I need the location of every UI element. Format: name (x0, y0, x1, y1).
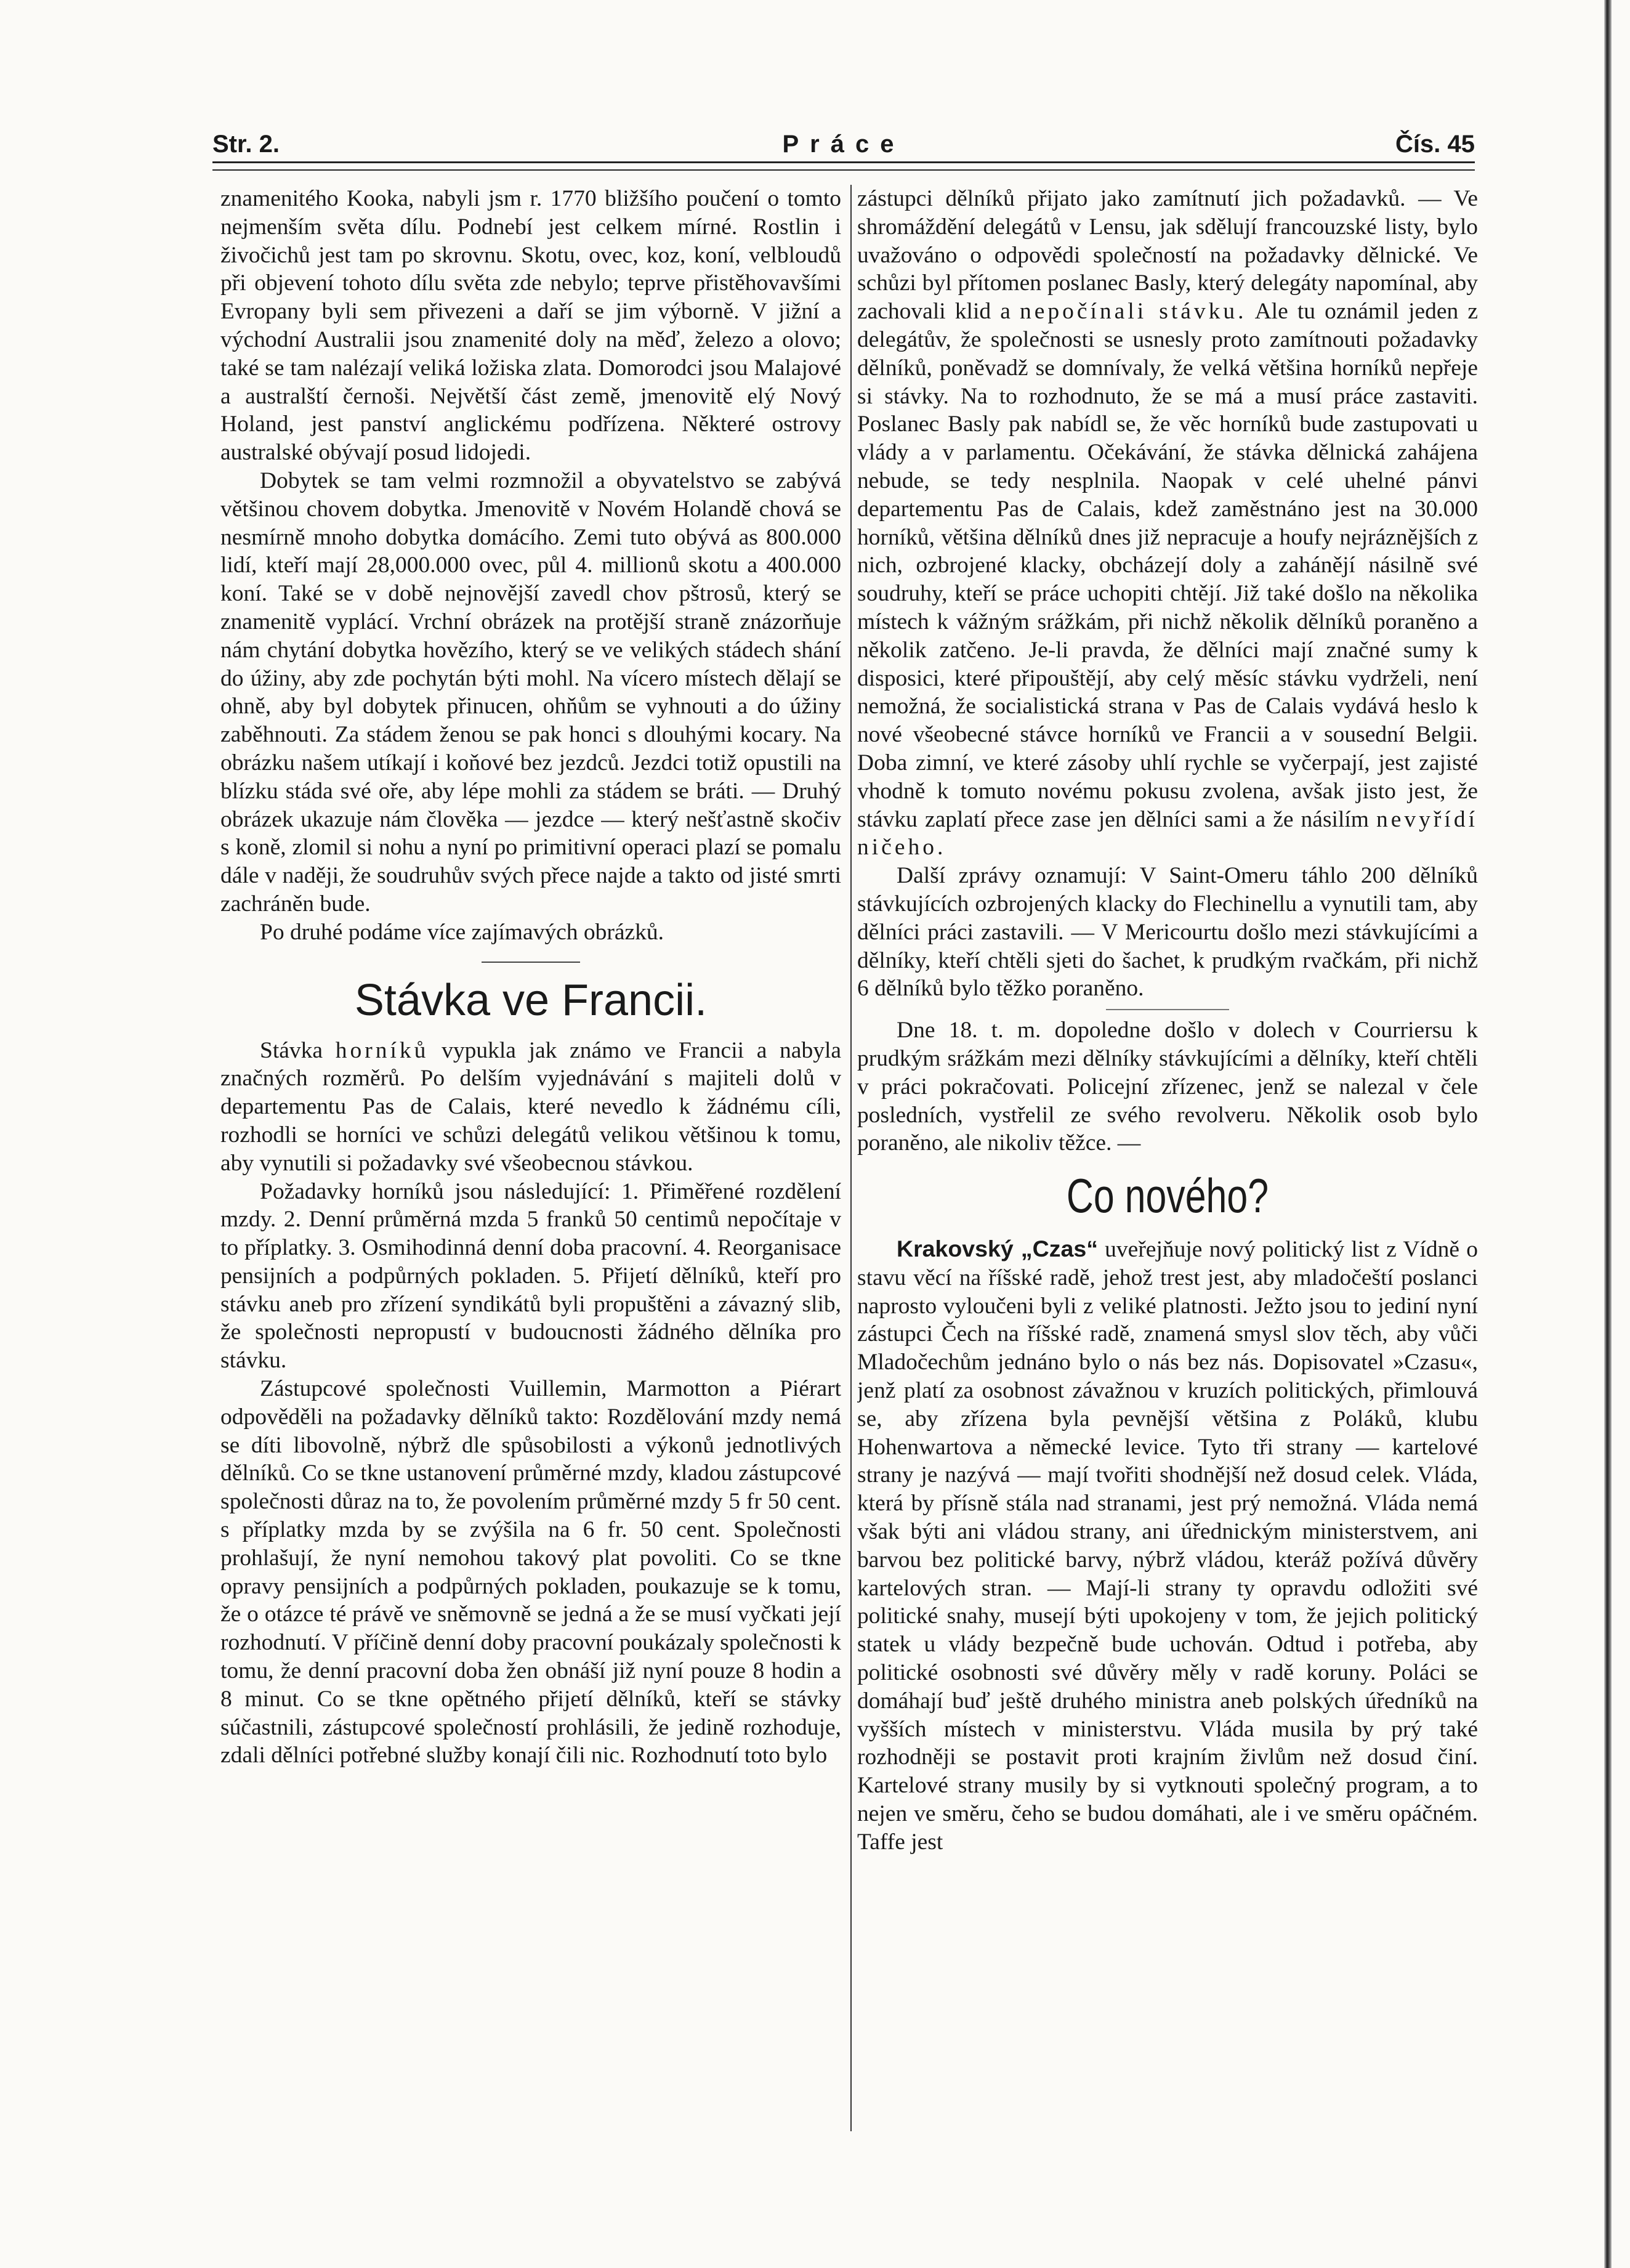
page-header (212, 131, 1475, 159)
left-column (220, 185, 841, 2131)
right-column (857, 185, 1478, 2131)
strike-cont-spaced-a: nepočínali stávku. (1019, 299, 1247, 325)
strike-spaced-word: horníků (335, 1037, 429, 1063)
section-title-news: Co nového? (1066, 1168, 1269, 1223)
article-strike-cont-p3: Dne 18. t. m. dopoledne došlo v dolech v Courriersu k prudkým srážkám mezi dělníky stávkujícími a dělníky, kteří chtěli v práci pokračovati. Policejní zřízenec, jenž se nalezal v čele posledních, vystřelil ze svého revolveru. Několik osob bylo poraněno, ale nikoliv těžce. — (857, 1018, 1478, 1156)
strike-text: vypukla jak známo ve Francii a nabyla značných rozměrů. Po delším vyjednávání s majiteli dolů v departementu Pas de Calais, které nevedlo k žádnému cíli, rozhodli se horníci ve schůzi delegátů velikou většinou k tomu, aby vynutili si požadavky své všeobecnou stávkou. (220, 1037, 841, 1176)
article-title-strike: Stávka ve Francii. (354, 975, 708, 1025)
strike-cont-text-a: zástupci dělníků přijato jako zamítnutí jich požadavků. — Ve shromáždění delegátů v Lensu, jak sdělují francouzské listy, bylo uvažováno o odpovědi společností na požadavky dělnické. Ve schůzi byl přítomen poslanec Basly, který delegáty napomínal, aby zachovali klid a (857, 186, 1478, 325)
news-text: uveřejňuje nový politický list z Vídně o stavu věcí na říšské radě, jehož trest jest, aby mladočeští poslanci naprosto vyloučeni byli z veliké platnosti. Ježto jsou to jediní nyní zástupci Čech na říšské radě, znamená smysl slov těch, aby vůči Mladočechům jednáno bylo o nás bez nás. Dopisovatel »Czasu«, jenž platí za osobnost závažnou v kruzích politických, přimlouvá se, aby zřízena byla pevnější většina z Poláků, klubu Hohenwartova a německé levice. Tyto tři strany — kartelové strany je nazývá — mají tvořiti shodnější než dosud celek. Vláda, která by přísně stála nad stranami, jest prý nemožná. Vláda nemá však býti ani vládou strany, ani úřednickým ministerstvem, ani barvou bez politické barvy, nýbrž vládou, kteráž požívá důvěry kartelových stran. — Mají-li strany ty opravdu odložiti své politické snahy, musejí býti upokojeny v tom, že jejich politický statek u vlády bezpečně bude uchován. Odtud i potřeba, aby politické osobnosti své důvěry měly v radě koruny. Poláci se domáhají buď ještě druhého ministra aneb polských úředníků na vyšších místech v ministerstvu. Vláda musila by prý také rozhodněji se postavit proti krajním živlům než dosud činí. Kartelové strany musily by si vytknouti společný program, a to nejen ve směru, čeho se budou domáhati, ale i ve směru opáčném. Taffe jest (857, 1237, 1478, 1855)
header-rule (212, 161, 1475, 171)
scan-edge (1604, 0, 1612, 2268)
issue-number: Čís. 45 (1395, 131, 1475, 158)
article-strike-p1 (220, 1037, 841, 1178)
section-separator (482, 962, 580, 963)
article-strike-cont-p2: Další zprávy oznamují: V Saint-Omeru táhlo 200 dělníků stávkujících ozbrojených klacky do Flechinellu a vynutili tam, aby dělníci práci zastavili. — V Mericourtu došlo mezi stávkujícími a dělníky, kteří chtěli sjeti do šachet, k prudkým rvačkám, při nichž 6 dělníků bylo těžko poraněno. (857, 863, 1478, 1002)
page-number: Str. 2. (212, 131, 280, 158)
news-lead-bold: Krakovský „Czas“ (897, 1236, 1098, 1262)
strike-cont-spaced-b: nevyřídí ničeho. (857, 806, 1478, 861)
strike-lead: Stávka (260, 1037, 323, 1063)
article-australia-p3: Po druhé podáme více zajímavých obrázků. (260, 919, 664, 945)
article-strike-p2: Požadavky horníků jsou následující: 1. Přiměřené rozdělení mzdy. 2. Denní průměrná mzda 5 franků 50 centimů nepočítaje v to příplatky. 3. Osmihodinná denní doba pracovní. 4. Reorganisace pensijních a podpůrných pokladen. 5. Přijetí dělníků, kteří pro stávku aneb pro zřízení syndikátů byli propuštěni a závazný slib, že společnosti nepropustí v budoucnosti žádného dělníka pro stávku. (220, 1178, 841, 1374)
paper-title: Práce (782, 131, 905, 158)
article-australia-p2: Dobytek se tam velmi rozmnožil a obyvatelstvo se zabývá většinou chovem dobytka. Jmenovitě v Novém Holandě chová se nesmírně mnoho dobytka domácího. Zemi tuto obývá as 800.000 lidí, kteří mají 28,000.000 ovec, půl 4. millionů skotu a 400.000 koní. Také se v době nejnovější zavedl chov pštrosů, který se znamenitě vyplácí. Vrchní obrázek na protější straně znázorňuje nám chytání dobytka hovězího, který se ve velikých stádech shání do úžiny, aby zde pochytán býti mohl. Na vícero místech dělají se ohně, aby byl dobytek přinucen, ohňům se vyhnouti a do úžiny zaběhnouti. Za stádem ženou se pak honci s dlouhými kocary. Na obrázku našem utíkají i koňové bez jezdců. Jezdci totiž opustili na blízku stáda své oře, aby lépe mohli za stádem se bráti. — Druhý obrázek ukazuje nám člověka — jezdce — který nešťastně skočiv s koně, zlomil si nohu a nyní po primitivní operaci plazí se pomalu dále v naději, že soudruhův svých přece najde a takto od jisté smrti zachráněn bude. (220, 468, 841, 917)
strike-cont-text-b: Ale tu oznámil jeden z delegátův, že společnosti se usnesly proto zamítnouti požadavky dělníků, poněvadž se domnívaly, že velká většina horníků nepřeje si stávky. Na to rozhodnuto, že se má a musí práce zastaviti. Poslanec Basly pak nabídl se, že věc horníků bude zastupovati u vlády a v parlamentu. Očekávání, že stávka dělnická zahájena nebude, se tedy nesplnila. Naopak v celé uhelné pánvi departementu Pas de Calais, kdež zaměstnáno jest na 30.000 horníků, většina dělníků dnes již nepracuje a houfy nejráznějších z nich, ozbrojené klacky, obcházejí doly a zahánějí násilně své soudruhy, kteří se práce uchopiti chtějí. Již také došlo na několika místech k vážným srážkám, při nichž několik dělníků poraněno a několik zatčeno. Je-li pravda, že dělníci mají značné sumy k disposici, které připouštějí, aby celý měsíc stávku vydrželi, není nemožná, že socialistická strana v Pas de Calais vydává heslo k nové všeobecné stávce horníků ve Francii a v sousední Belgii. Doba zimní, ve které zásoby uhlí rychle se vyčerpají, jest zajisté vhodně k tomuto novému pokusu zvolena, avšak jisto jest, že stávku zaplatí přece zase jen dělníci sami a že násilím (857, 299, 1478, 832)
article-strike-p3: Zástupcové společnosti Vuillemin, Marmotton a Piérart odpověděli na požadavky dělníků takto: Rozdělování mzdy nemá se díti libovolně, nýbrž dle spůsobilosti a výkonů jednotlivých dělníků. Co se tkne ustanovení průměrné mzdy, kladou zástupcové společnosti důraz na to, že povolením průměrné mzdy 5 fr 50 cent. s příplatky mzda by se zvýšila na 6 fr. 50 cent. Společnosti prohlašují, že nyní nemohou takový plat povoliti. Co se tkne opravy pensijních a podpůrných pokladen, poukazuje se k tomu, že o otázce té právě ve sněmovně se jedná a že se musí vyčkati její rozhodnutí. V příčině denní doby pracovní poukázaly společnosti k tomu, že denní pracovní doba žen obnáší již nyní pouze 8 hodin a 8 minut. Co se tkne opětného přijetí dělníků, kteří se stávky súčastnili, zástupcové společností prohlásili, že jedině rozhoduje, zdali dělníci potřebné služby konají čili nic. Rozhodnutí toto bylo (220, 1376, 841, 1768)
dotted-separator (1106, 1009, 1229, 1010)
column-divider (850, 185, 852, 2131)
article-australia-p1: znamenitého Kooka, nabyli jsm r. 1770 bližšího poučení o tomto nejmenším světa dílu. Podnebí jest celkem mírné. Rostlin i živočichů jest tam po skrovnu. Skotu, ovec, koz, koní, velbloudů při objevení tohoto dílu světa zde nebylo; teprve přistěhovavšími Evropany byli sem přivezeni a daří se jim výborně. V jižní a východní Australii jsou znamenité doly na měď, železo a olovo; také se tam nalézají veliká ložiska zlata. Domorodci jsou Malajové a australští černoši. Největší část země, jmenovitě elý Nový Holand, jest panství anglickému podřízena. Některé ostrovy australské obývají posud lidojedi. (220, 186, 841, 466)
article-strike-cont-p1 (857, 185, 1478, 862)
article-news-p1 (857, 1235, 1478, 1857)
